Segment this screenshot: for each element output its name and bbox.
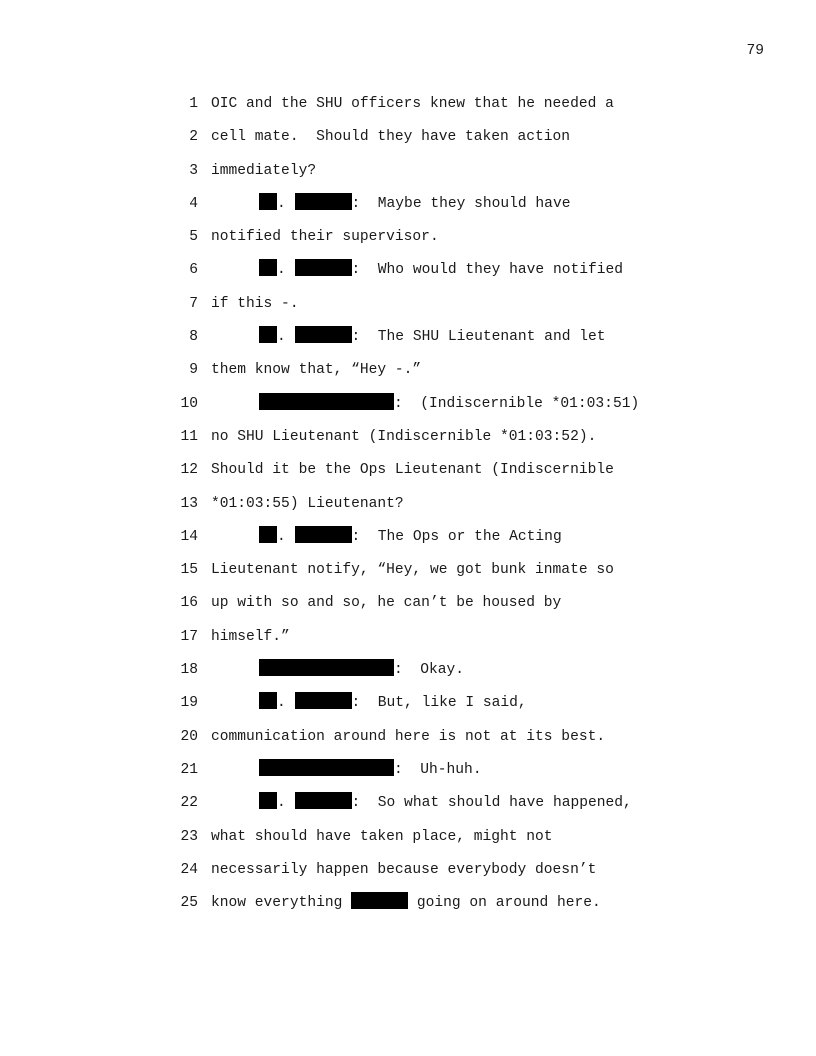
- transcript-line: [170, 160, 690, 193]
- line-number: 12: [180, 462, 198, 479]
- line-number: 23: [180, 828, 198, 845]
- line-text: [211, 293, 299, 315]
- transcript-line: [170, 393, 690, 426]
- text-segment: immediately?: [211, 162, 317, 179]
- redaction-box: [295, 259, 352, 276]
- transcript-line: [170, 826, 690, 859]
- transcript-line: [170, 193, 690, 226]
- line-number: 21: [180, 761, 198, 778]
- line-text: [211, 193, 570, 215]
- line-text: [211, 393, 639, 415]
- transcript-line: [170, 626, 690, 659]
- line-number: 14: [180, 528, 198, 545]
- redaction-box: [259, 759, 394, 776]
- text-segment: necessarily happen because everybody doesn’t: [211, 861, 597, 878]
- transcript-line: [170, 259, 690, 292]
- text-segment: .: [277, 195, 295, 212]
- line-number: 7: [189, 295, 198, 312]
- line-number: 20: [180, 728, 198, 745]
- redaction-box: [351, 892, 408, 909]
- line-text: [211, 359, 421, 381]
- line-number: 11: [180, 428, 198, 445]
- line-text: [211, 226, 439, 248]
- line-number: 19: [180, 695, 198, 712]
- transcript-line: [170, 592, 690, 625]
- line-number: 8: [189, 329, 198, 346]
- text-segment: : The SHU Lieutenant and let: [351, 329, 606, 346]
- redaction-box: [259, 792, 277, 809]
- text-segment: OIC and the SHU officers knew that he needed a: [211, 96, 614, 112]
- transcript-line: [170, 293, 690, 326]
- line-text: [211, 326, 606, 348]
- redaction-box: [259, 193, 277, 210]
- text-segment: : Okay.: [394, 662, 465, 679]
- redaction-box: [295, 193, 352, 210]
- transcript-line: [170, 559, 690, 592]
- transcript-line: [170, 659, 690, 692]
- text-segment: communication around here is not at its best.: [211, 728, 606, 745]
- line-number: 22: [180, 795, 198, 812]
- text-segment: : But, like I said,: [351, 695, 527, 712]
- redaction-box: [295, 792, 352, 809]
- transcript-line: [170, 359, 690, 392]
- line-number: 18: [180, 662, 198, 679]
- text-segment: : Maybe they should have: [351, 195, 571, 212]
- line-text: [211, 859, 596, 881]
- transcript-line: [170, 93, 690, 126]
- text-segment: : Who would they have notified: [351, 262, 624, 279]
- transcript-line: [170, 526, 690, 559]
- redaction-box: [259, 393, 394, 410]
- line-number: 6: [189, 262, 198, 279]
- line-text: [211, 126, 570, 148]
- text-segment: : Uh-huh.: [394, 761, 482, 778]
- text-segment: himself.”: [211, 628, 290, 645]
- transcript-line: [170, 226, 690, 259]
- redaction-box: [259, 526, 277, 543]
- line-text: [211, 659, 464, 681]
- redaction-box: [259, 692, 277, 709]
- transcript-line: [170, 326, 690, 359]
- text-segment: cell mate. Should they have taken action: [211, 129, 571, 146]
- transcript-line: [170, 459, 690, 492]
- text-segment: .: [277, 329, 295, 346]
- text-segment: .: [277, 795, 295, 812]
- line-number: 25: [180, 895, 198, 912]
- line-text: [211, 526, 562, 548]
- text-segment: if this -.: [211, 295, 299, 312]
- text-segment: *01:03:55) Lieutenant?: [211, 495, 404, 512]
- text-segment: : So what should have happened,: [351, 795, 632, 812]
- redaction-box: [295, 692, 352, 709]
- line-text: [211, 93, 614, 115]
- text-segment: no SHU Lieutenant (Indiscernible *01:03:52).: [211, 428, 597, 445]
- transcript-line: [170, 692, 690, 725]
- line-text: [211, 559, 614, 581]
- line-number: 4: [189, 195, 198, 212]
- line-number: 15: [180, 562, 198, 579]
- redaction-box: [259, 659, 394, 676]
- text-segment: going on around here.: [408, 895, 601, 912]
- line-text: [211, 160, 316, 182]
- transcript-body: [170, 93, 690, 925]
- line-number: 9: [189, 362, 198, 379]
- line-text: [211, 592, 561, 614]
- text-segment: Should it be the Ops Lieutenant (Indiscernible: [211, 462, 614, 479]
- text-segment: up with so and so, he can’t be housed by: [211, 595, 562, 612]
- text-segment: them know that, “Hey -.”: [211, 362, 422, 379]
- redaction-box: [295, 326, 352, 343]
- line-number: 2: [189, 129, 198, 146]
- line-text: [211, 493, 404, 515]
- line-text: [211, 626, 290, 648]
- line-text: [211, 826, 553, 848]
- redaction-box: [259, 326, 277, 343]
- line-number: 13: [180, 495, 198, 512]
- line-text: [211, 792, 632, 814]
- line-text: [211, 692, 527, 714]
- transcript-line: [170, 792, 690, 825]
- line-text: [211, 459, 614, 481]
- line-number: 16: [180, 595, 198, 612]
- transcript-line: [170, 493, 690, 526]
- transcript-line: [170, 892, 690, 925]
- text-segment: .: [277, 262, 295, 279]
- redaction-box: [295, 526, 352, 543]
- line-number: 5: [189, 229, 198, 246]
- text-segment: know everything: [211, 895, 352, 912]
- transcript-line: [170, 426, 690, 459]
- text-segment: .: [277, 695, 295, 712]
- transcript-line: [170, 126, 690, 159]
- line-text: [211, 726, 605, 748]
- line-text: [211, 426, 596, 448]
- transcript-line: [170, 859, 690, 892]
- transcript-line: [170, 726, 690, 759]
- text-segment: : (Indiscernible *01:03:51): [394, 395, 640, 412]
- redaction-box: [259, 259, 277, 276]
- text-segment: what should have taken place, might not: [211, 828, 553, 845]
- text-segment: : The Ops or the Acting: [351, 528, 562, 545]
- line-number: 17: [180, 628, 198, 645]
- transcript-line: [170, 759, 690, 792]
- line-number: 3: [189, 162, 198, 179]
- line-number: 24: [180, 861, 198, 878]
- text-segment: .: [277, 528, 295, 545]
- line-text: [211, 759, 482, 781]
- text-segment: Lieutenant notify, “Hey, we got bunk inmate so: [211, 562, 614, 579]
- page-number: 79: [746, 43, 764, 59]
- line-text: [211, 259, 623, 281]
- text-segment: notified their supervisor.: [211, 229, 439, 246]
- line-text: [211, 892, 601, 914]
- line-number: 1: [189, 96, 198, 112]
- line-number: 10: [180, 395, 198, 412]
